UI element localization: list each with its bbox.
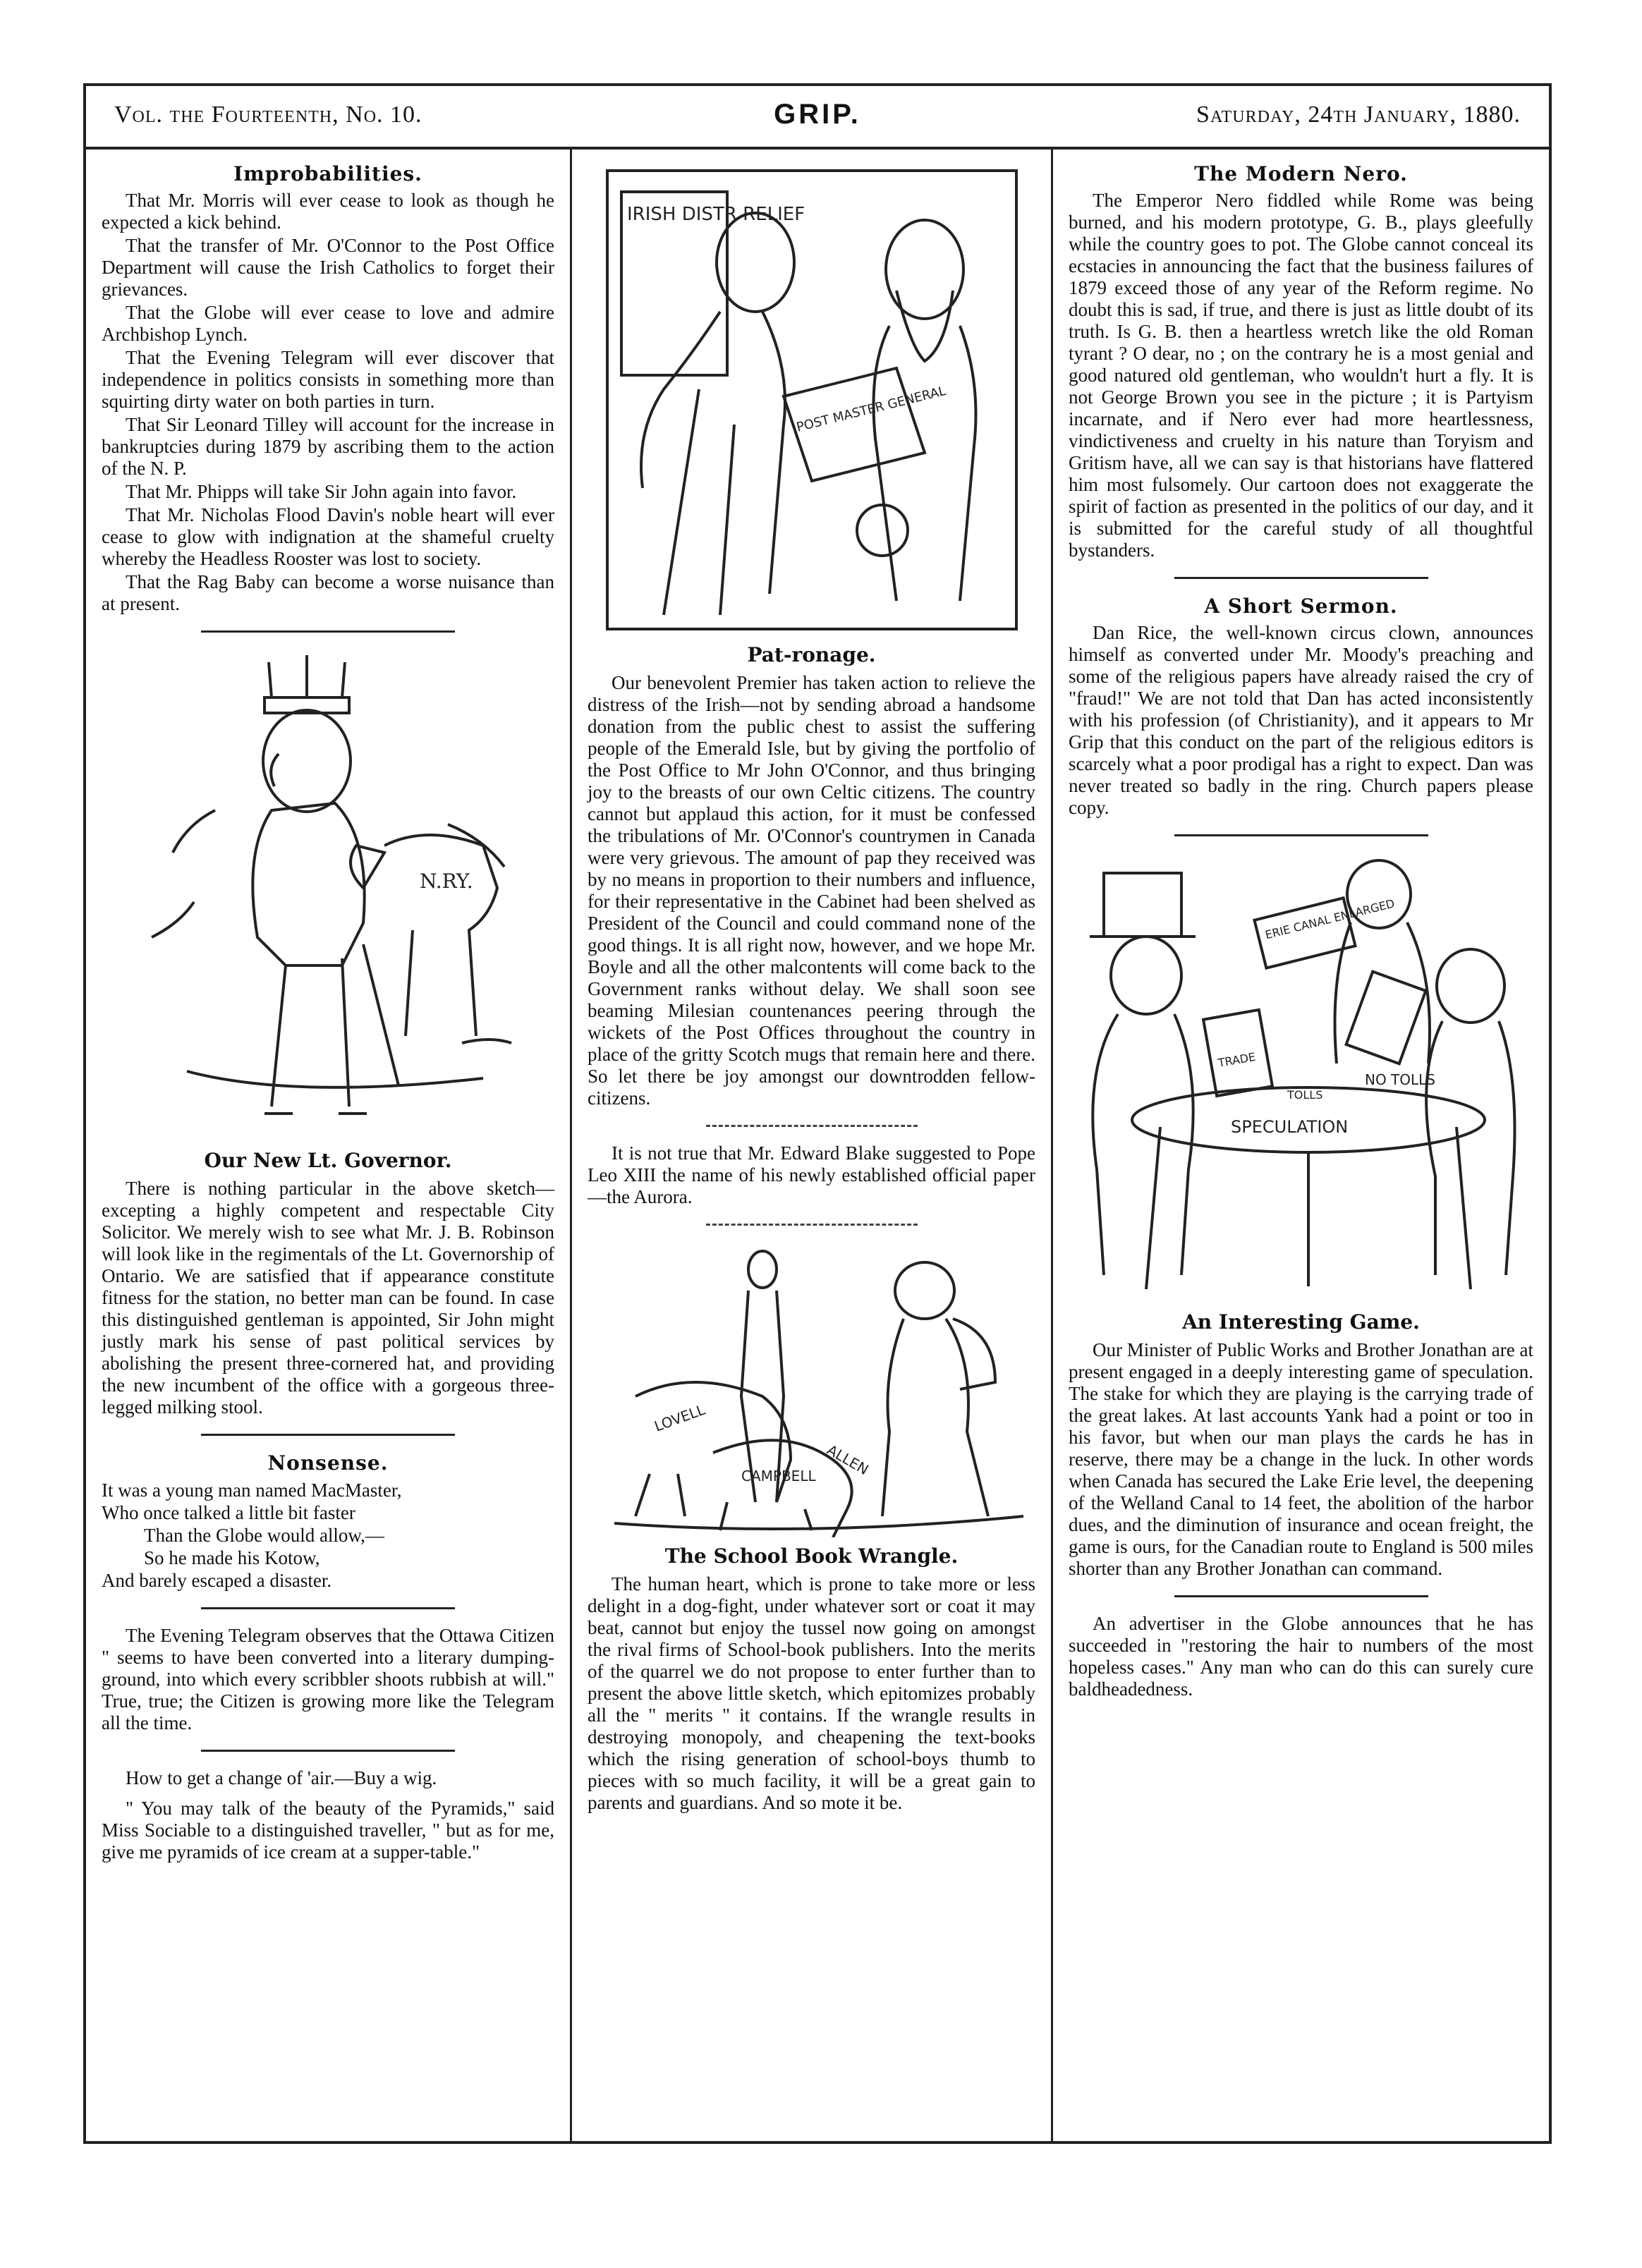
school-book-cartoon — [593, 1241, 1030, 1537]
verse-line: Who once talked a little bit faster — [102, 1502, 355, 1523]
column-2 — [570, 147, 1051, 2141]
improbability-item: That Mr. Nicholas Flood Davin's noble heart will ever cease to glow with indignation at the shameful cruelty whereby the Headless Rooster was lost to society. — [102, 504, 554, 569]
verse-line: Than the Globe would allow,— — [144, 1525, 384, 1546]
divider — [201, 630, 455, 633]
game-text: Our Minister of Public Works and Brother Jonathan are at present engaged in a deeply interesting game of speculation. The stake for which they are playing is the carrying trade of the great lakes. At last accounts Yank had a point or too in his favor, but when our man plays the cards he has in reserve, there may be a change in the luck. In other words when Canada has secured the Lake Erie level, the deepening of the Welland Canal to 14 feet, the abolition of the harbor dues, and the diminution of insurance and ocean freight, the game is ours, for the Canadian route to England is 500 miles shorter than any Brother Jonathan can command. — [1069, 1339, 1533, 1579]
cartoon-label: N.RY. — [420, 870, 473, 893]
improbability-item: That Mr. Phipps will take Sir John again into favor. — [126, 481, 517, 502]
patronage-caption: Pat-ronage. — [747, 643, 876, 666]
improbability-item: That the Evening Telegram will ever discover that independence in politics consists in something more than squirting dirty water on both parties in turn. — [102, 347, 554, 412]
volume-line: Vol. the Fourteenth, No. 10. — [114, 102, 422, 128]
improbability-item: That Mr. Morris will ever cease to look as though he expected a kick behind. — [102, 190, 554, 233]
verse-line: And barely escaped a disaster. — [102, 1570, 332, 1591]
improbability-item: That the transfer of Mr. O'Connor to the Post Office Department will cause the Irish Catholics to forget their grievances. — [102, 235, 554, 300]
divider — [1174, 834, 1428, 836]
improbabilities-heading: Improbabilities. — [233, 162, 422, 185]
cartoon-label: CAMPBELL — [741, 1468, 816, 1484]
improbability-item: That the Globe will ever cease to love and admire Archbishop Lynch. — [102, 302, 554, 345]
patronage-cartoon — [593, 164, 1030, 636]
blake-paragraph: It is not true that Mr. Edward Blake suggested to Pope Leo XIII the name of his newly established official paper—the Aurora. — [588, 1142, 1035, 1207]
nero-heading: The Modern Nero. — [1194, 162, 1408, 185]
cartoon-label: ERIE CANAL ENLARGED — [1263, 896, 1396, 942]
cartoon-label: TOLLS — [1287, 1088, 1322, 1102]
wrangle-caption: The School Book Wrangle. — [664, 1544, 959, 1568]
verse-line: So he made his Kotow, — [144, 1547, 320, 1568]
cartoon-label: SPECULATION — [1230, 1117, 1348, 1137]
cartoon-document: POST MASTER GENERAL — [794, 383, 947, 435]
pyramids-paragraph: " You may talk of the beauty of the Pyramids," said Miss Sociable to a distinguished traveller, " but as for me, give me pyramids of ice cream at a supper-table." — [102, 1798, 554, 1862]
divider — [201, 1434, 455, 1436]
advertiser-paragraph: An advertiser in the Globe announces that he has succeeded in "restoring the hair to numbers of the most hopeless cases." Any man who can do this can surely cure baldheadedness. — [1069, 1613, 1533, 1700]
wrangle-text: The human heart, which is prone to take more or less delight in a dog-fight, under whatever sort or coat it may beat, cannot but enjoy the tussel now going on amongst the rival firms of School-book publishers. Into the merits of the quarrel we do not propose to enter further than to present the above little sketch, which epitomizes probably all the " merits " it contains. If the wrangle results in destroying monopoly, and cheapening the text-books which the rising generation of school-boys thumb to pieces with so much facility, it will be a great gain to parents and guardians. And so mote it be. — [588, 1573, 1035, 1813]
cartoon-label: NO TOLLS — [1364, 1071, 1435, 1088]
sermon-text: Dan Rice, the well-known circus clown, announces himself as converted under Mr. Moody's preaching and some of the religious papers have already raised the cry of "fraud!" We are not told that Dan has acted inconsistently with his profession (of Christianity), and it appears to Mr Grip that this conduct on the part of the religious editors is scarcely what a poor prodigal has a right to expect. Dan was never treated so badly in the ring. Church papers please copy. — [1069, 622, 1533, 818]
divider — [201, 1607, 455, 1609]
column-1 — [86, 147, 570, 2141]
game-cartoon — [1076, 852, 1527, 1303]
telegram-paragraph: The Evening Telegram observes that the Ottawa Citizen " seems to have been converted into a literary dumping-ground, into which every scribbler shoots rubbish at will." True, true; the Citizen is growing more like the Telegram all the time. — [102, 1625, 554, 1733]
improbability-item: That the Rag Baby can become a worse nuisance than at present. — [102, 571, 554, 614]
cartoon-sign: IRISH DISTR RELIEF — [626, 204, 805, 225]
paper-title: GRIP. — [774, 99, 861, 130]
cartoon-label: ALLEN — [824, 1441, 872, 1479]
game-caption: An Interesting Game. — [1182, 1310, 1420, 1334]
nonsense-heading: Nonsense. — [267, 1451, 389, 1475]
cartoon-label: TRADE — [1216, 1049, 1257, 1070]
patronage-text: Our benevolent Premier has taken action to relieve the distress of the Irish—not by sending abroad a handsome donation from the public chest to assist the suffering people of the Emerald Isle, but by giving the portfolio of the Post Office to Mr John O'Connor, and thus bringing joy to the breasts of our own Celtic citizens. The country cannot but applaud this action, for it must be confessed the tribulations of Mr. O'Connor's countrymen in Canada were very grievous. The amount of pap they received was by no means in proportion to their numbers and influence, for their representative in the Cabinet had been shelved as President of the Council and could command none of the good things. It is all right now, however, and we hope Mr. Boyle and all the other malcontents will come back to the Government ranks without delay. We shall soon see beaming Milesian countenances peering through the wickets of the Post Offices throughout the country in place of the gritty Scotch mugs that remain here and there. So let there be joy amongst our downtrodden fellow-citizens. — [588, 672, 1035, 1109]
governor-caption: Our New Lt. Governor. — [204, 1149, 452, 1172]
divider — [1174, 577, 1428, 579]
governor-cartoon — [130, 648, 525, 1142]
divider — [1174, 1595, 1428, 1597]
divider — [201, 1750, 455, 1752]
improbability-item: That Sir Leonard Tilley will account for the increase in bankruptcies during 1879 by ascribing them to the action of the N. P. — [102, 414, 554, 479]
governor-text: There is nothing particular in the above sketch—excepting a highly competent and respectable City Solicitor. We merely wish to see what Mr. J. B. Robinson will look like in the regimentals of the Lt. Governorship of Ontario. We are satisfied that if appearance constitute fitness for the station, no better man can be found. In case this distinguished gentleman is appointed, Sir John might justly mark his sense of past political services by abolishing the present three-cornered hat, and providing the new incumbent of the office with a gorgeous three-legged milking stool. — [102, 1178, 554, 1418]
newspaper-page — [83, 83, 1552, 2144]
sermon-heading: A Short Sermon. — [1204, 595, 1398, 618]
nero-text: The Emperor Nero fiddled while Rome was being burned, and his modern prototype, G. B., plays gleefully while the country goes to pot. The Globe cannot conceal its ecstacies in announcing the fact that the business failures of 1879 exceed those of any year of the Reform regime. No doubt this is sad, if true, and there is just as little doubt of its truth. Is G. B. then a heartless wretch like the old Roman tyrant ? O dear, no ; on the contrary he is a most genial and good natured old gentleman, who wouldn't hurt a fly. It is not George Brown you see in the picture ; it is Partyism incarnate, and if Nero ever had more heartlessness, vindictiveness and cruelty in his nature than Toryism and Gritism have, all we can say is that historians have flattered him most fulsomely. Our cartoon does not exaggerate the spirit of faction as presented in the politics of our day, and it is submitted for the careful study of all thoughtful bystanders. — [1069, 190, 1533, 561]
verse-line: It was a young man named MacMaster, — [102, 1480, 402, 1501]
divider — [706, 1224, 918, 1226]
improbabilities-list — [102, 190, 554, 615]
cartoon-label: LOVELL — [652, 1401, 707, 1435]
masthead — [86, 86, 1549, 150]
date-line: Saturday, 24th January, 1880. — [1196, 102, 1521, 128]
column-3 — [1051, 147, 1549, 2141]
divider — [706, 1125, 918, 1127]
wig-paragraph: How to get a change of 'air.—Buy a wig. — [126, 1767, 437, 1788]
nonsense-verse — [102, 1479, 554, 1592]
